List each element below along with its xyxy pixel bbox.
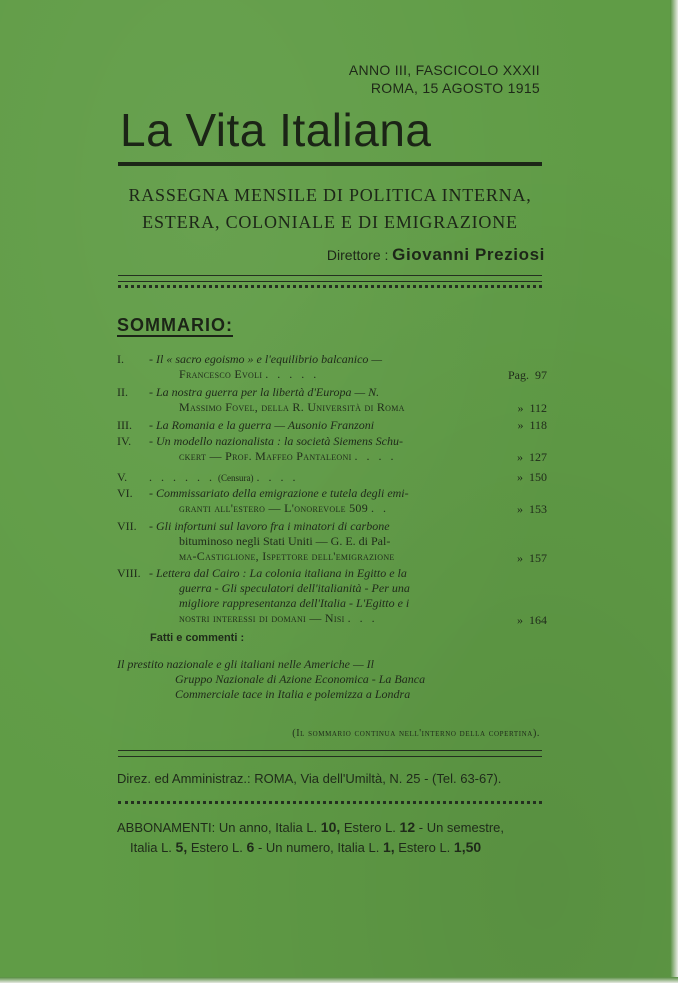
- toc-entry-6: [117, 486, 547, 518]
- toc-entry-author: Massimo Fovel, della R. Università di Roma: [179, 400, 405, 414]
- subtitle-line-1: RASSEGNA MENSILE DI POLITICA INTERNA,: [128, 185, 532, 205]
- toc-entry-author: nostri interessi di domani — Nisi: [179, 611, 345, 625]
- page-number: 112: [529, 401, 547, 415]
- toc-entry-page: [477, 450, 547, 465]
- toc-entry-page: [477, 418, 547, 433]
- toc-entry-line: - La Romania e la guerra — Ausonio Franzoni: [149, 418, 375, 432]
- sommario-continua-note: (Il sommario continua nell'interno della copertina).: [292, 728, 540, 739]
- toc-entry-line: - Lettera dal Cairo : La colonia italiana in Egitto e la: [149, 566, 407, 580]
- abbonamenti-text: Estero L.: [398, 840, 451, 855]
- page-number: 118: [529, 418, 547, 432]
- toc-entry-page: [477, 470, 547, 485]
- director-label: Direttore :: [326, 247, 389, 263]
- toc-entry-author: Francesco Evoli: [179, 367, 263, 381]
- toc-entry-title: [149, 385, 494, 415]
- toc-entry-number: V.: [117, 470, 128, 484]
- toc-entry-2: [117, 385, 547, 417]
- abbonamenti-price: 5,: [175, 839, 188, 855]
- toc-entry-line: - Un modello nazionalista : la società Siemens Schu-: [149, 434, 403, 448]
- abbonamenti-text: - Un numero, Italia L.: [257, 840, 380, 855]
- toc-entry-author: ckert — Prof. Maffeo Pantaleoni: [179, 449, 352, 463]
- abbonamenti-label: ABBONAMENTI:: [117, 820, 216, 835]
- toc-entry-line: - La nostra guerra per la libertà d'Europa — N.: [149, 385, 380, 399]
- toc-entry-1: [117, 352, 547, 384]
- abbonamenti-price: 10,: [320, 819, 341, 835]
- toc-entry-title: . . . . . . (Censura) . . . .: [149, 470, 299, 484]
- sommario-heading: SOMMARIO:: [117, 315, 233, 335]
- toc-entry-title: - Commissariato della emigrazione e tutela degli emi- granti all'estero — L'onorevole 509 . .: [149, 486, 409, 515]
- toc-entry-page: [477, 502, 547, 517]
- page-label: »: [517, 470, 523, 484]
- page-label: »: [517, 450, 523, 464]
- page-number: 153: [529, 502, 547, 516]
- toc-entry-title: - Lettera dal Cairo : La colonia italiana in Egitto e la guerra - Gli speculatori dell'italianità - Per una migliore rappresentanza dell'Italia - L'Egitto e i nostri interessi di domani — Nisi . . .: [149, 566, 410, 625]
- toc-entry-line: migliore rappresentanza dell'Italia - L'Egitto e i: [179, 596, 410, 610]
- abbonamenti-price: 1,50: [453, 839, 482, 855]
- director: [300, 245, 545, 265]
- abbonamenti-text: - Un semestre,: [418, 820, 504, 835]
- censura-label: (Censura): [218, 473, 254, 483]
- toc-entry-number: III.: [117, 418, 132, 432]
- abbonamenti-price: 1,: [382, 839, 395, 855]
- toc-entry-line: - Commissariato della emigrazione e tutela degli emi-: [149, 486, 409, 500]
- abbonamenti-price: 12: [399, 819, 416, 835]
- page-number: 150: [529, 470, 547, 484]
- toc-entry-number: VI.: [117, 486, 133, 500]
- fatti-commenti-text: [117, 657, 487, 702]
- toc-entry-4: [117, 434, 547, 466]
- toc-entry-number: IV.: [117, 434, 132, 448]
- abbonamenti-text: Un anno, Italia L.: [218, 820, 318, 835]
- toc-entry-author: ma-Castiglione, Ispettore dell'emigrazione: [179, 549, 395, 563]
- abbonamenti-text: Estero L.: [343, 820, 396, 835]
- toc-entry-number: I.: [117, 352, 124, 366]
- abbonamenti-text: Estero L.: [190, 840, 243, 855]
- toc-entry-line: - Il « sacro egoismo » e l'equilibrio balcanico —: [149, 352, 383, 366]
- magazine-title: La Vita Italiana: [120, 104, 432, 156]
- toc-entry-page: [477, 551, 547, 566]
- direzione-address: Direz. ed Amministraz.: ROMA, Via dell'Umiltà, N. 25 - (Tel. 63-67).: [117, 771, 502, 786]
- abbonamenti-text: Italia L.: [130, 840, 172, 855]
- page-label: »: [517, 613, 523, 627]
- toc-entry-page: [477, 401, 547, 416]
- toc-entry-8: [117, 566, 547, 630]
- footer-dotted-divider: [118, 801, 542, 804]
- abbonamenti-line-2: [130, 839, 540, 855]
- footer-divider-top: [118, 750, 542, 757]
- toc-entry-page: [477, 368, 547, 383]
- toc-entry-title: - Un modello nazionalista : la società Siemens Schu- ckert — Prof. Maffeo Pantaleoni . . . .: [149, 434, 403, 463]
- fatti-line-1: Il prestito nazionale e gli italiani nelle Americhe — Il: [117, 657, 374, 671]
- page-edge-right: [670, 0, 678, 983]
- issue-number: ANNO III, FASCICOLO XXXII: [348, 62, 540, 78]
- title-underline: [118, 162, 542, 166]
- page-label: »: [517, 418, 524, 432]
- page-label: »: [517, 401, 524, 415]
- page-label: »: [517, 502, 523, 516]
- abbonamenti-price: 6: [246, 839, 255, 855]
- page-number: 157: [529, 551, 547, 565]
- page-number: 127: [529, 450, 547, 464]
- toc-entry-title: [149, 519, 494, 564]
- fatti-line-3: Commerciale tace in Italia e polemizza a Londra: [175, 687, 411, 701]
- page-edge-bottom: [0, 977, 678, 983]
- header-dotted-divider: [118, 285, 542, 288]
- toc-entry-3: [117, 418, 547, 434]
- toc-entry-line: bituminoso negli Stati Uniti — G. E. di Pal-: [179, 534, 391, 548]
- toc-entry-number: VII.: [117, 519, 137, 533]
- toc-entry-5: [117, 470, 547, 486]
- header-divider: [118, 275, 542, 282]
- toc-entry-title: [149, 418, 494, 433]
- toc-entry-line: guerra - Gli speculatori dell'italianità - Per una: [179, 581, 410, 595]
- page-label: »: [517, 551, 523, 565]
- toc-entry-7: [117, 519, 547, 567]
- fatti-heading: Fatti e commenti :: [150, 632, 245, 644]
- toc-entry-page: [477, 613, 547, 628]
- page-label: Pag.: [508, 368, 529, 382]
- abbonamenti-line-1: [117, 819, 547, 835]
- fatti-line-2: Gruppo Nazionale di Azione Economica - La Banca: [175, 672, 426, 686]
- toc-entry-line: - Gli infortuni sul lavoro fra i minatori di carbone: [149, 519, 390, 533]
- toc-entry-title: - Il « sacro egoismo » e l'equilibrio balcanico — Francesco Evoli . . . . .: [149, 352, 383, 381]
- toc-entry-number: II.: [117, 385, 128, 399]
- director-name: Giovanni Preziosi: [392, 245, 545, 264]
- subtitle-line-2: ESTERA, COLONIALE E DI EMIGRAZIONE: [142, 212, 518, 232]
- page-number: 164: [529, 613, 547, 627]
- issue-date: ROMA, 15 AGOSTO 1915: [370, 80, 540, 96]
- toc-entry-author: granti all'estero — L'onorevole 509: [179, 501, 369, 515]
- toc-entry-number: VIII.: [117, 566, 141, 580]
- page-number: 97: [535, 368, 547, 382]
